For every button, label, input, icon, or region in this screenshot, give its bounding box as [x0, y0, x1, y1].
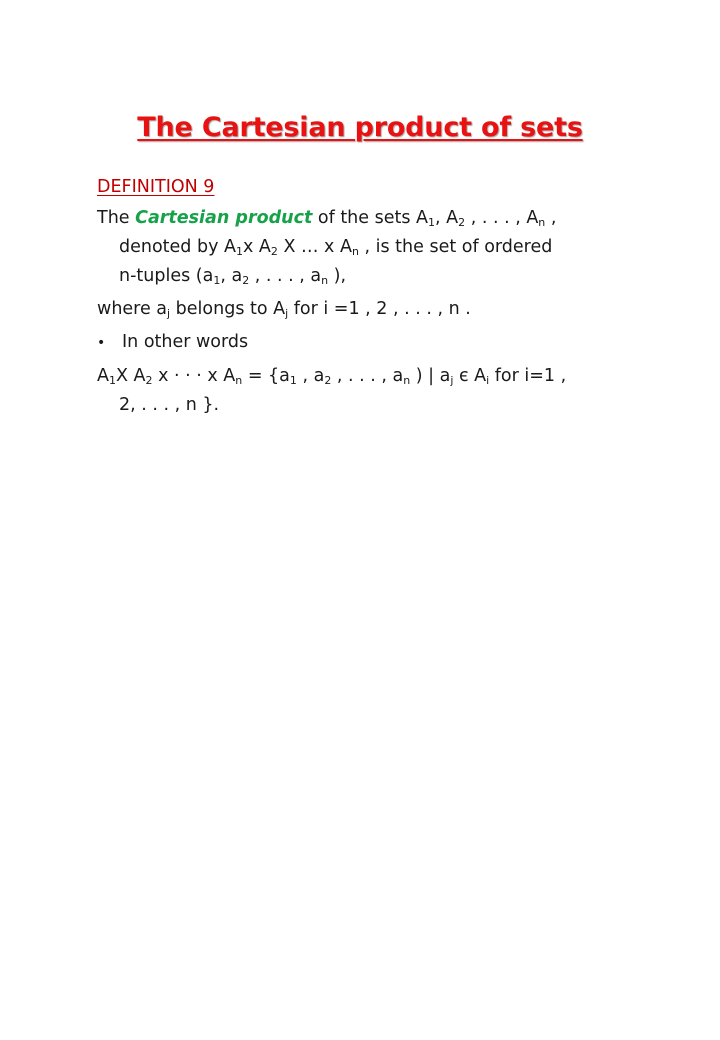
text-fragment: where a [97, 299, 168, 319]
bullet-item [97, 328, 567, 358]
subscript: n [235, 374, 243, 387]
definition-paragraph [97, 204, 567, 291]
text-fragment: , denoted by A [119, 208, 557, 257]
text-fragment: of the sets A [312, 208, 429, 228]
membership-paragraph [97, 295, 567, 324]
bullet-icon: • [97, 335, 106, 351]
slide-content [97, 173, 567, 424]
subscript: n [538, 216, 546, 229]
text-fragment: The [97, 208, 136, 228]
subscript: j [450, 374, 454, 387]
subscript: 1 [289, 374, 297, 387]
term-highlight: Cartesian product [135, 208, 313, 228]
definition-heading: DEFINITION 9 [97, 177, 215, 197]
text-fragment: ) | a [410, 366, 451, 386]
text-fragment: for i =1 , 2 , . . . , n . [288, 299, 471, 319]
subscript: 2 [324, 374, 332, 387]
subscript: j [167, 307, 171, 320]
text-fragment: , is the set of ordered n-tuples (a [119, 237, 553, 286]
formula-paragraph [97, 362, 567, 420]
text-fragment: for i=1 , 2, . . . , n }. [119, 366, 567, 415]
text-fragment: ), [328, 266, 347, 286]
subscript: 1 [428, 216, 436, 229]
text-fragment: є A [453, 366, 487, 386]
subscript: 1 [235, 245, 243, 258]
subscript: i [486, 374, 490, 387]
subscript: 2 [242, 274, 250, 287]
text-fragment: x A [242, 237, 271, 257]
slide-title: The Cartesian product of sets [137, 112, 583, 143]
text-fragment: belongs to A [170, 299, 286, 319]
text-fragment: X … x A [277, 237, 352, 257]
subscript: j [285, 307, 289, 320]
subscript: n [321, 274, 329, 287]
text-fragment: = {a [242, 366, 290, 386]
subscript: 2 [270, 245, 278, 258]
text-fragment: , a [220, 266, 243, 286]
subscript: 2 [458, 216, 466, 229]
text-fragment: X A [115, 366, 146, 386]
text-fragment: , . . . , a [331, 366, 404, 386]
bullet-text: In other words [122, 332, 249, 352]
text-fragment: x · · · x A [152, 366, 236, 386]
text-fragment: , . . . , A [465, 208, 539, 228]
text-fragment: , . . . , a [249, 266, 322, 286]
subscript: 1 [213, 274, 221, 287]
subscript: 2 [145, 374, 153, 387]
subscript: 1 [108, 374, 116, 387]
subscript: n [403, 374, 411, 387]
text-fragment: , A [435, 208, 459, 228]
text-fragment: A [97, 366, 109, 386]
text-fragment: , a [296, 366, 325, 386]
subscript: n [351, 245, 359, 258]
